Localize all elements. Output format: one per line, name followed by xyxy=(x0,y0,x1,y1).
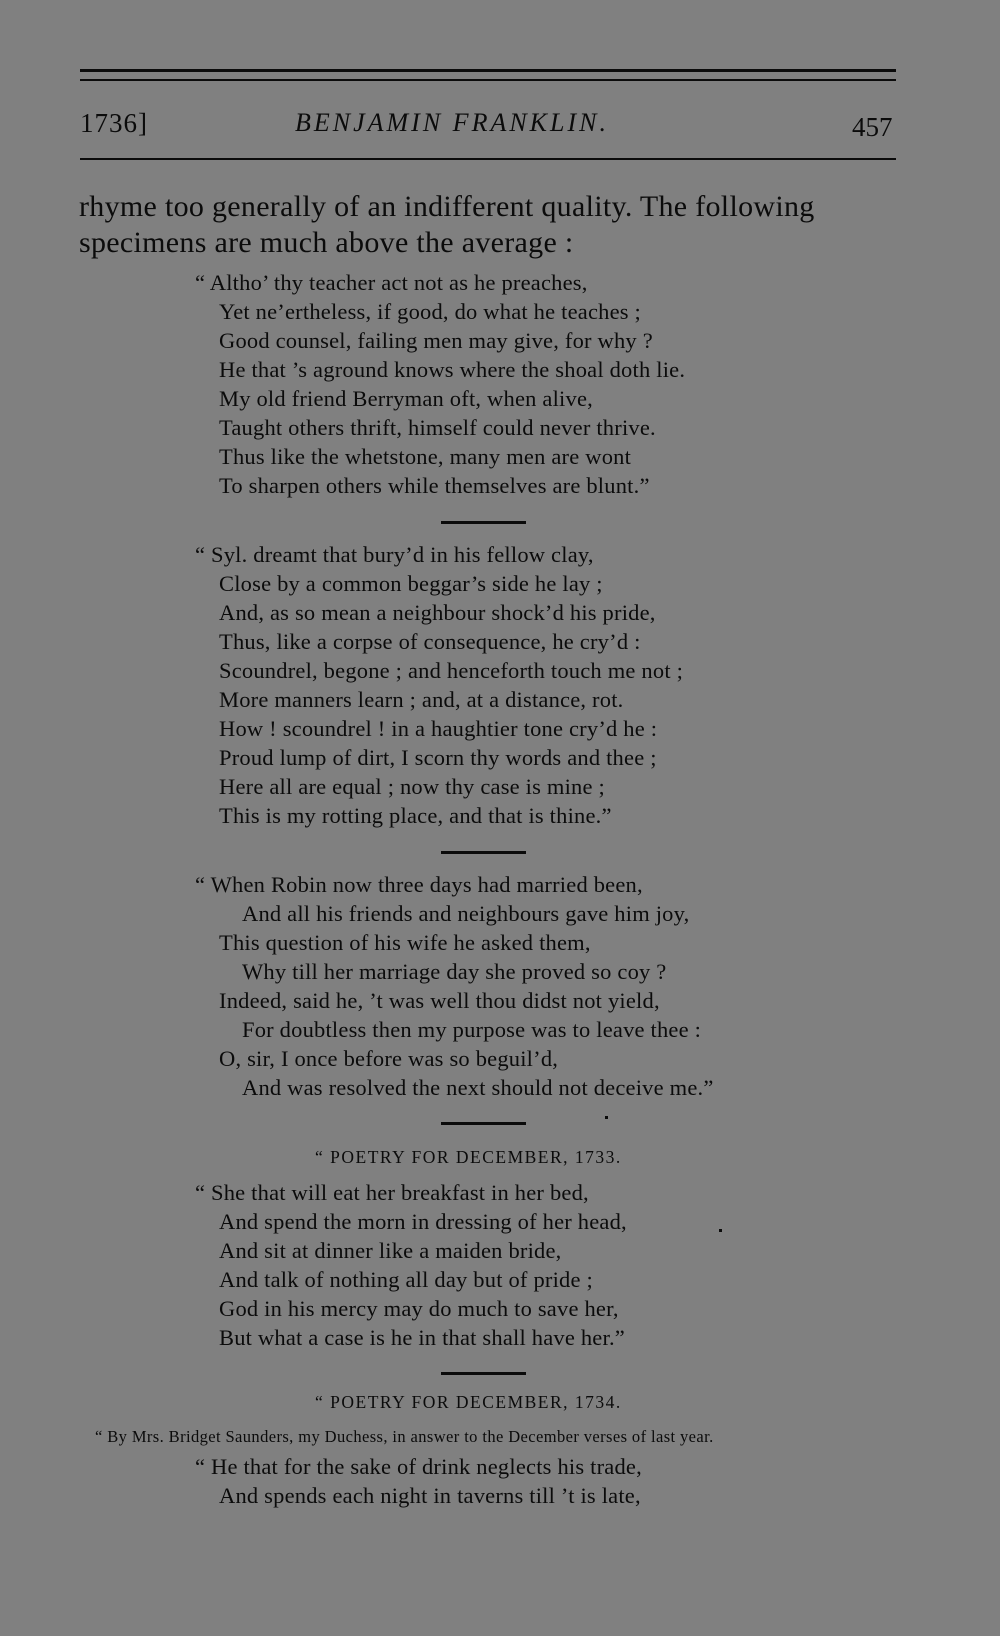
print-speck xyxy=(719,1229,722,1232)
header-rule-top xyxy=(80,69,896,72)
section-divider xyxy=(441,521,526,524)
verse-line: For doubtless then my purpose was to leave thee : xyxy=(242,1017,702,1042)
intro-line-1: rhyme too generally of an indifferent quality. The following xyxy=(79,190,815,223)
verse-line: “ He that for the sake of drink neglects his trade, xyxy=(195,1454,642,1479)
verse-line: “ Altho’ thy teacher act not as he preaches, xyxy=(195,270,588,295)
verse-line: “ When Robin now three days had married been, xyxy=(195,872,643,897)
section-divider xyxy=(441,851,526,854)
poem-heading-1733: “ POETRY FOR DECEMBER, 1733. xyxy=(315,1147,622,1167)
page-number: 457 xyxy=(852,112,893,142)
verse-line: Here all are equal ; now thy case is mine ; xyxy=(219,774,605,799)
verse-line: Thus like the whetstone, many men are wont xyxy=(219,444,632,469)
poem-heading-1734: “ POETRY FOR DECEMBER, 1734. xyxy=(315,1392,622,1412)
verse-line: To sharpen others while themselves are blunt.” xyxy=(219,473,650,498)
verse-line: And sit at dinner like a maiden bride, xyxy=(219,1238,562,1263)
verse-line: “ Syl. dreamt that bury’d in his fellow clay, xyxy=(195,542,594,567)
verse-line: Good counsel, failing men may give, for why ? xyxy=(219,328,653,353)
verse-line: More manners learn ; and, at a distance, rot. xyxy=(219,687,624,712)
verse-line: Why till her marriage day she proved so coy ? xyxy=(242,959,667,984)
running-head-year: 1736] xyxy=(80,108,148,138)
verse-line: O, sir, I once before was so beguil’d, xyxy=(219,1046,559,1071)
header-rule-bottom xyxy=(80,158,896,160)
print-speck xyxy=(605,1116,608,1119)
verse-line: This question of his wife he asked them, xyxy=(219,930,591,955)
intro-line-2: specimens are much above the average : xyxy=(79,226,574,259)
poem-byline: “ By Mrs. Bridget Saunders, my Duchess, in answer to the December verses of last year. xyxy=(95,1427,714,1446)
section-divider xyxy=(441,1372,526,1375)
verse-line: And, as so mean a neighbour shock’d his pride, xyxy=(219,600,656,625)
verse-line: Scoundrel, begone ; and henceforth touch me not ; xyxy=(219,658,684,683)
section-divider xyxy=(441,1122,526,1125)
verse-line: Yet ne’ertheless, if good, do what he teaches ; xyxy=(219,299,642,324)
verse-line: Proud lump of dirt, I scorn thy words and thee ; xyxy=(219,745,657,770)
verse-line: How ! scoundrel ! in a haughtier tone cry’d he : xyxy=(219,716,658,741)
running-head-title: BENJAMIN FRANKLIN. xyxy=(295,108,609,137)
verse-line: Indeed, said he, ’t was well thou didst not yield, xyxy=(219,988,660,1013)
header-rule-top-thin xyxy=(80,79,896,81)
verse-line: God in his mercy may do much to save her, xyxy=(219,1296,619,1321)
verse-line: This is my rotting place, and that is thine.” xyxy=(219,803,612,828)
verse-line: And spends each night in taverns till ’t is late, xyxy=(219,1483,641,1508)
verse-line: My old friend Berryman oft, when alive, xyxy=(219,386,593,411)
verse-line: And all his friends and neighbours gave him joy, xyxy=(242,901,690,926)
verse-line: And spend the morn in dressing of her head, xyxy=(219,1209,627,1234)
verse-line: But what a case is he in that shall have her.” xyxy=(219,1325,625,1350)
verse-line: “ She that will eat her breakfast in her bed, xyxy=(195,1180,589,1205)
verse-line: He that ’s aground knows where the shoal doth lie. xyxy=(219,357,686,382)
verse-line: Close by a common beggar’s side he lay ; xyxy=(219,571,603,596)
verse-line: And was resolved the next should not deceive me.” xyxy=(242,1075,714,1100)
verse-line: Taught others thrift, himself could never thrive. xyxy=(219,415,656,440)
verse-line: And talk of nothing all day but of pride ; xyxy=(219,1267,593,1292)
verse-line: Thus, like a corpse of consequence, he cry’d : xyxy=(219,629,641,654)
